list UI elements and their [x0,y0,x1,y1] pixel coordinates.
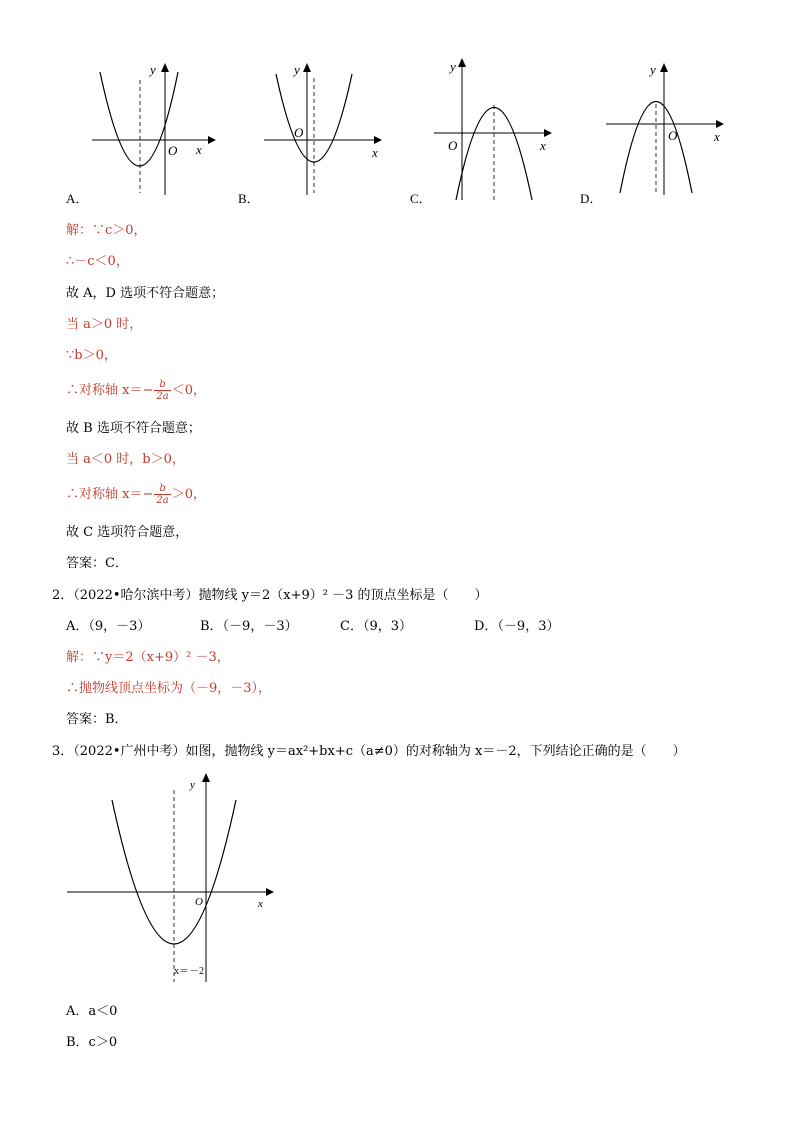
fraction-b-over-2a: $\frac{b}{2a}$ [156,379,169,402]
svg-text:x: x [372,145,378,160]
fraction-b-over-2a: $\frac{b}{2a}$ [156,483,169,506]
svg-text:y: y [450,59,456,74]
svg-text:y: y [294,62,300,77]
q2-sol-line-1: 解：∵y＝2（x+9）² －3， [66,650,230,665]
q2-stem: 2．（2022•哈尔滨中考）抛物线 y＝2（x+9）² －3 的顶点坐标是（ ） [52,588,488,603]
q1-sol-line-4: 当 a＞0 时， [66,317,143,332]
svg-text:y: y [650,62,656,77]
option-d-label: D． [580,191,603,206]
symmetry-axis-label: x＝－2 [174,966,204,977]
option-a-label: A． [66,191,89,206]
q2-answer: 答案：B． [66,712,128,727]
q1-sol-line-2: ∴－c＜0， [66,254,129,269]
q2-option-c: C．（9，3） [340,619,412,634]
svg-text:O: O [294,125,304,140]
q1-sol-line-10: 故 C 选项符合题意， [66,525,189,540]
q1-sol-line-7: 故 B 选项不符合题意； [66,421,201,436]
svg-text:O: O [448,138,458,153]
svg-text:O: O [668,128,678,143]
q3-graph [64,770,284,985]
q1-sol-line-5: ∵b＞0， [66,348,117,363]
svg-text:x: x [258,898,263,910]
svg-text:x: x [196,142,202,157]
svg-text:y: y [190,779,195,791]
q3-option-a: A．a＜0 [66,1004,118,1019]
q1-sol-line-6: ∴对称轴 x＝− $\frac{b}{2a}$ ＜0， [66,379,206,402]
graph-option-a [88,60,218,195]
svg-text:O: O [195,896,203,908]
svg-text:O: O [168,143,178,158]
graph-option-b [262,60,392,195]
graph-option-c [432,55,562,205]
q1-answer: 答案：C． [66,556,128,571]
q3-option-b: B．c＞0 [66,1035,118,1050]
option-b-label: B． [238,191,260,206]
q2-sol-line-2: ∴抛物线顶点坐标为（－9，－3）， [66,681,272,696]
q2-option-b: B．（－9，－3） [200,619,298,634]
svg-text:x: x [714,129,720,144]
q1-sol-line-1: 解：∵c＞0， [66,223,147,238]
q2-option-a: A．（9，－3） [66,619,151,634]
svg-text:x: x [540,138,546,153]
graph-option-d [604,60,734,200]
q3-stem: 3．（2022•广州中考）如图，抛物线 y＝ax²+bx+c（a≠0）的对称轴为 x＝－2，下列结论正确的是（ ） [52,744,686,759]
q1-sol-line-3: 故 A，D 选项不符合题意； [66,286,225,301]
q1-sol-line-9: ∴对称轴 x＝− $\frac{b}{2a}$ ＞0， [66,483,206,506]
q1-sol-line-8: 当 a＜0 时，b＞0， [66,452,185,467]
option-c-label: C． [410,191,432,206]
y-axis-label: y [150,62,156,77]
q2-option-d: D．（－9，3） [474,619,560,634]
